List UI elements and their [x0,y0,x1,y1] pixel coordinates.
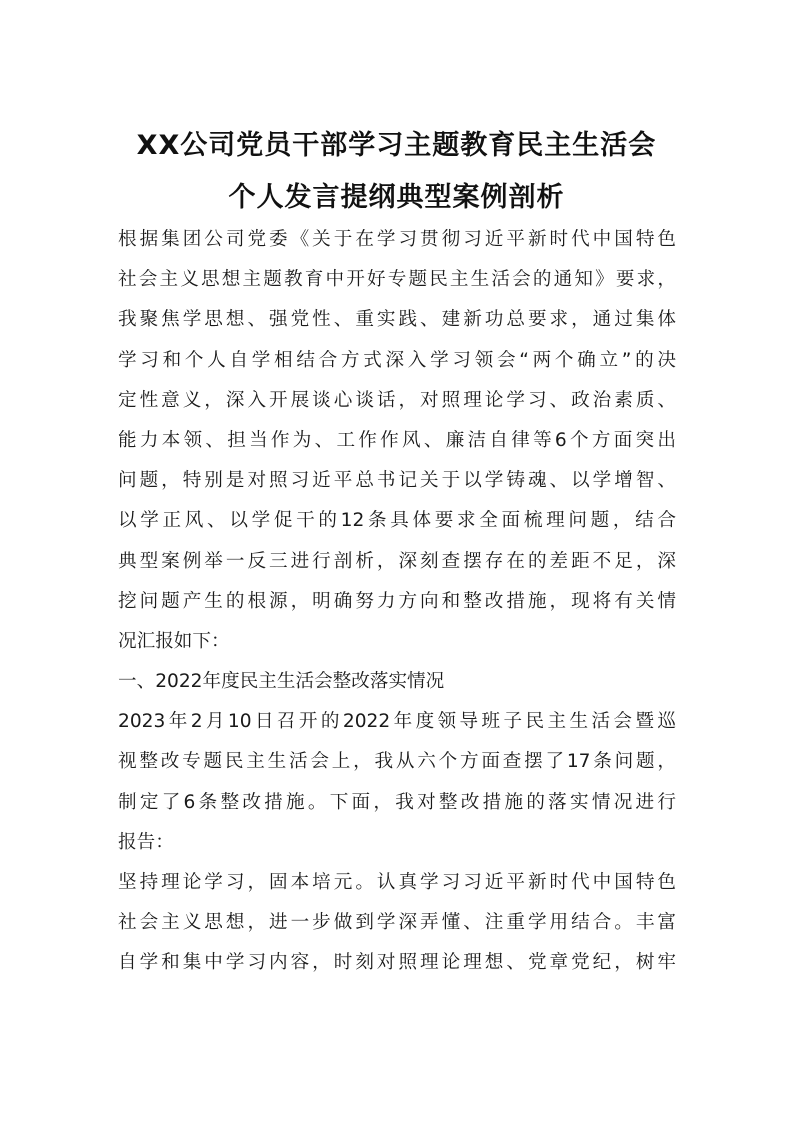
document-body [118,220,676,984]
section-heading: 一、2022年度民主生活会整改落实情况 [118,671,445,693]
body-line: 以学正风、以学促干的12条具体要求全面梳理问题，结合 [118,510,676,532]
body-line: 社会主义思想，进一步做到学深弄懂、注重学用结合。丰富 [118,912,676,934]
body-line: 自学和集中学习内容，时刻对照理论理想、党章党纪，树牢 [118,952,676,974]
body-line: 报告： [118,831,174,853]
body-line: 学习和个人自学相结合方式深入学习领会“两个确立”的决 [118,349,676,371]
body-line: 能力本领、担当作为、工作作风、廉洁自律等6个方面突出 [118,429,676,451]
body-line: 根据集团公司党委《关于在学习贯彻习近平新时代中国特色 [118,229,676,250]
body-line: 社会主义思想主题教育中开好专题民主生活会的通知》要求， [118,269,676,291]
body-line: 制定了6条整改措施。下面，我对整改措施的落实情况进行 [118,791,676,813]
body-line: 定性意义，深入开展谈心谈话，对照理论学习、政治素质、 [118,389,676,411]
body-line: 2023年2月10日召开的2022年度领导班子民主生活会暨巡 [118,711,676,733]
title-line-1: XX公司党员干部学习主题教育民主生活会 [136,130,657,161]
body-line: 问题，特别是对照习近平总书记关于以学铸魂、以学增智、 [118,470,676,492]
body-line: 视整改专题民主生活会上，我从六个方面查摆了17条问题， [118,751,676,773]
body-line: 况汇报如下： [118,630,230,652]
body-line: 坚持理论学习，固本培元。认真学习习近平新时代中国特色 [118,872,676,893]
title-line-2: 个人发言提纲典型案例剖析 [228,182,565,213]
body-line: 典型案例举一反三进行剖析，深刻查摆存在的差距不足，深 [118,550,676,572]
document-title [0,120,793,224]
body-line: 我聚焦学思想、强党性、重实践、建新功总要求，通过集体 [118,309,676,331]
body-line: 挖问题产生的根源，明确努力方向和整改措施，现将有关情 [118,590,676,612]
